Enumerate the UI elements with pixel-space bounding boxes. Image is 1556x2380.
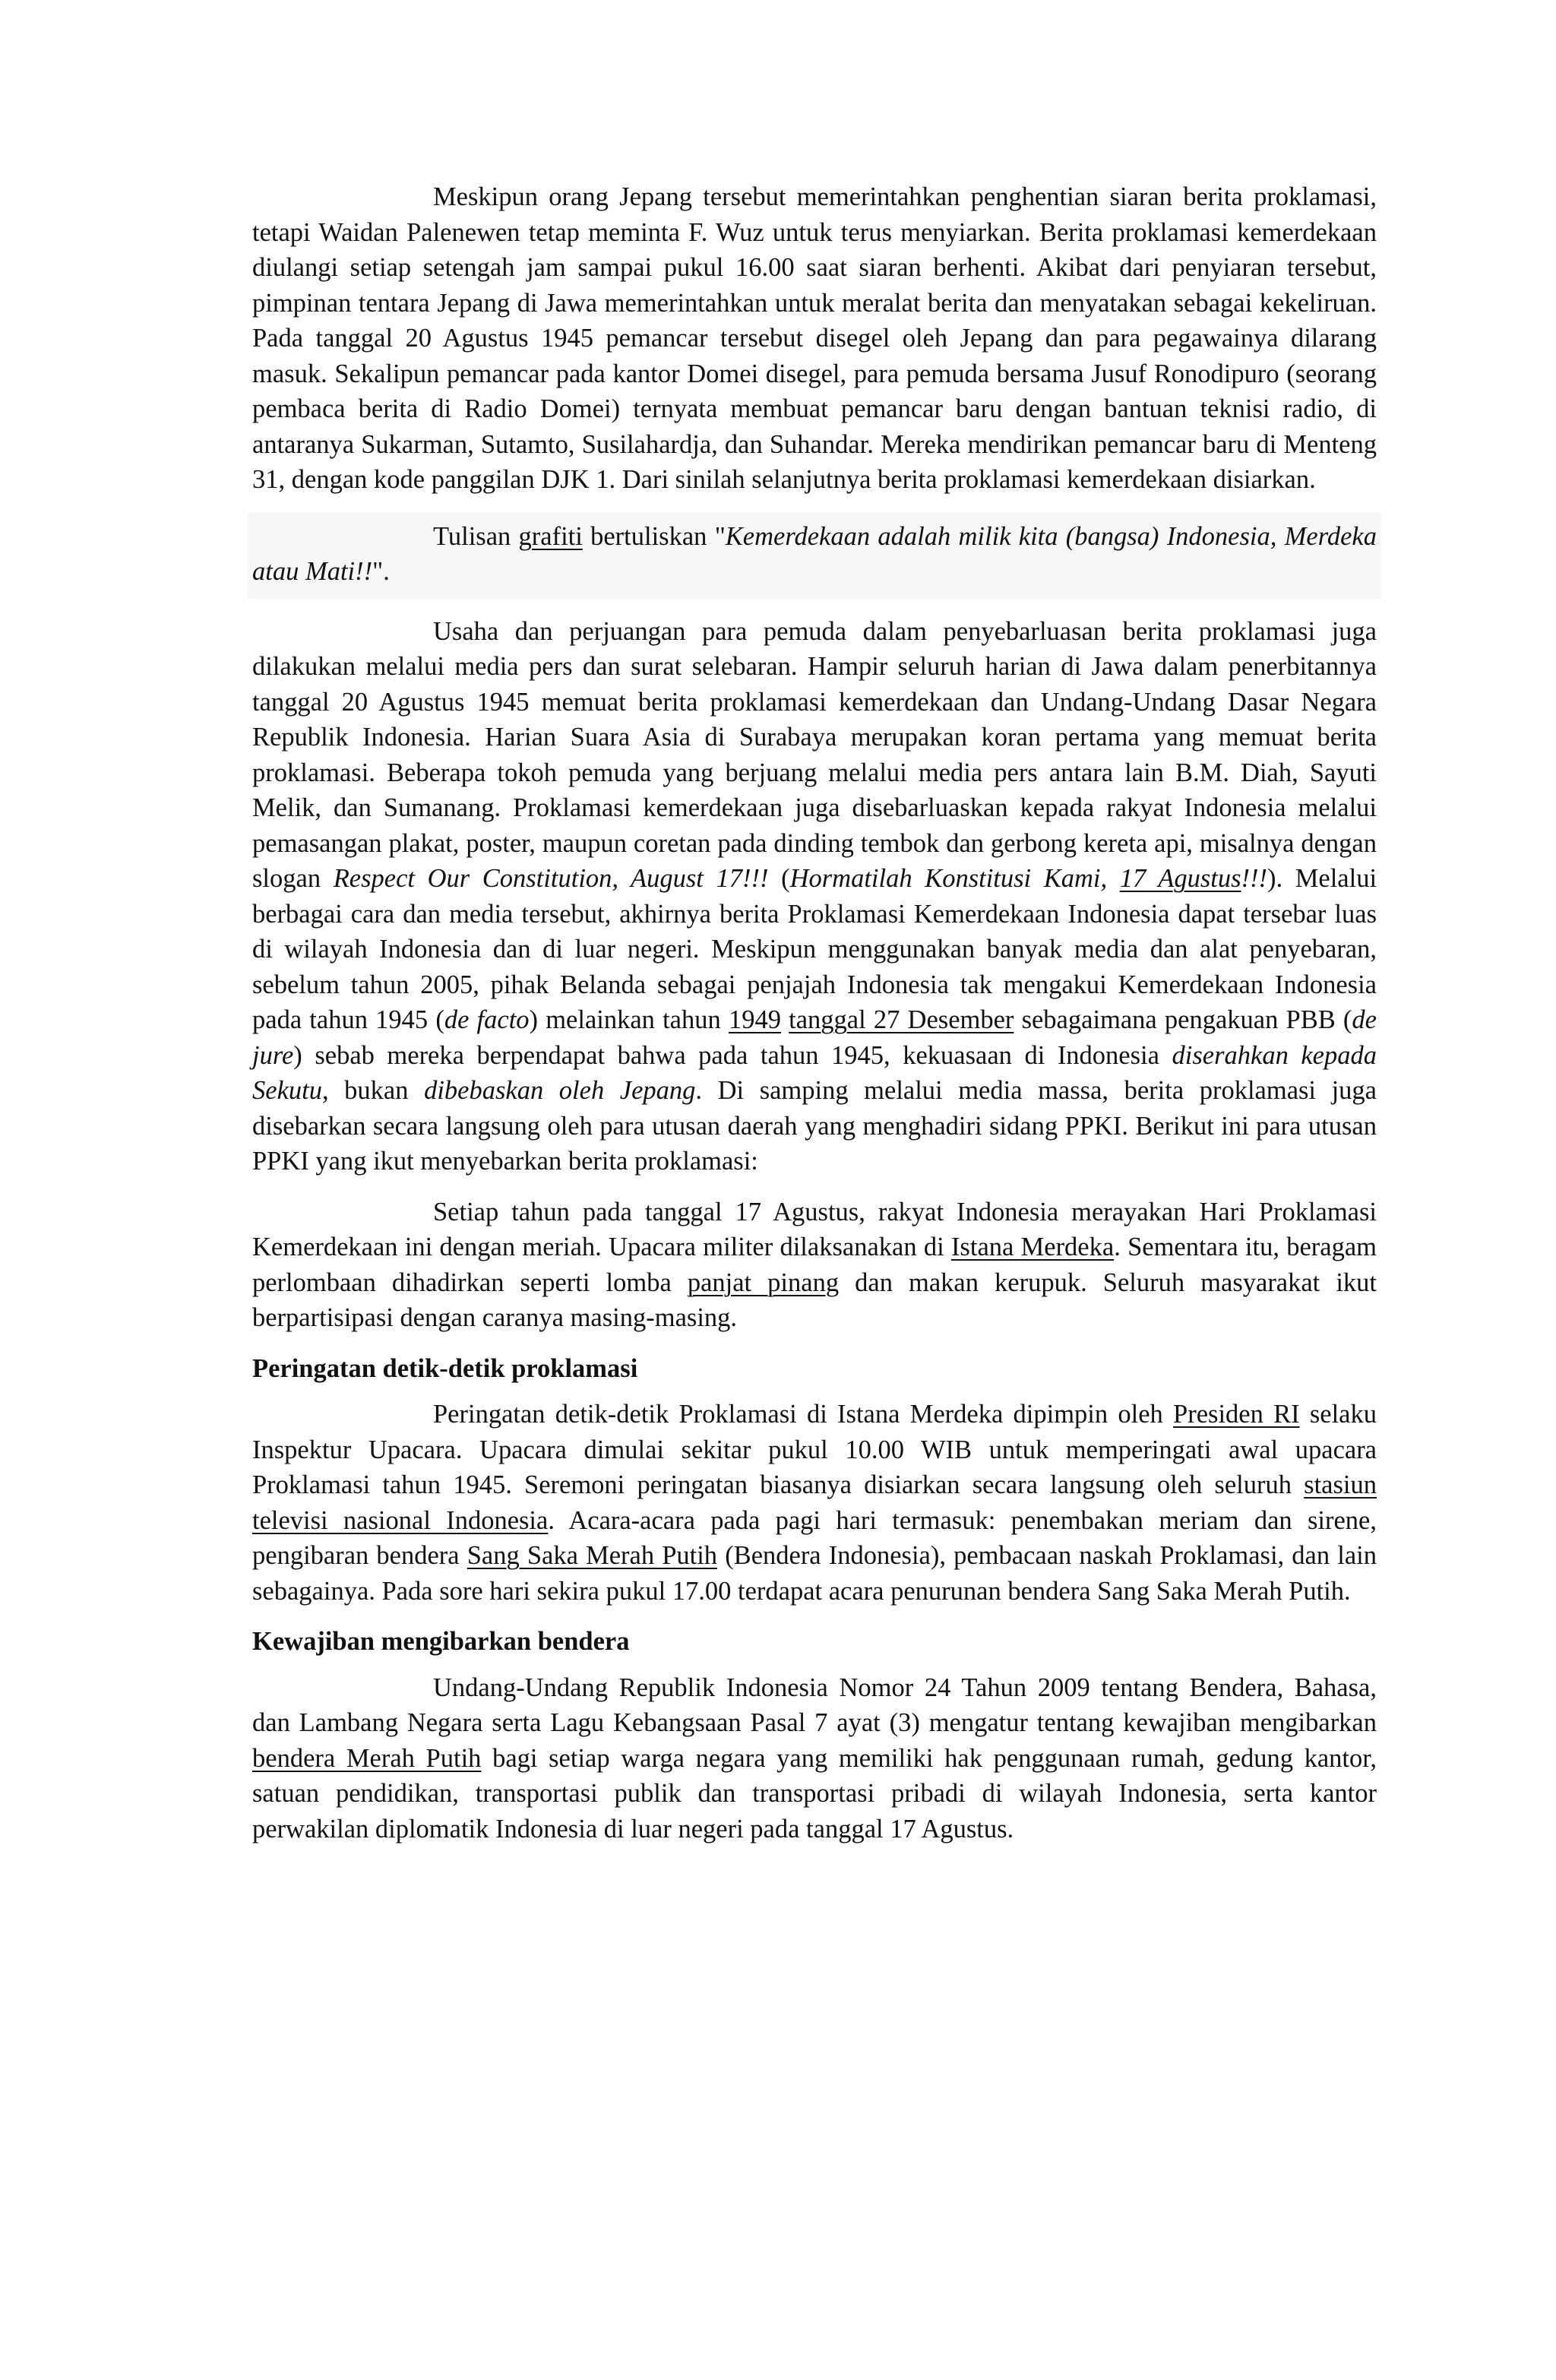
link-panjat-pinang[interactable]: panjat pinang xyxy=(687,1268,840,1297)
text: (Bendera Indonesia), pembacaan naskah Proklamasi, dan lain sebagainya. Pada sore hari sekira pukul 17.00 terdapat acara penurunan bendera Sang Saka Merah Putih. xyxy=(252,1541,1377,1606)
italic-slogan: Respect Our Constitution, August 17!!! xyxy=(333,864,769,893)
paragraph-grafiti xyxy=(252,519,1377,590)
link-presiden-ri[interactable]: Presiden RI xyxy=(1173,1400,1300,1429)
link-27-desember[interactable]: tanggal 27 Desember xyxy=(789,1005,1014,1034)
highlighted-block xyxy=(248,513,1381,599)
italic-slogan-translation: Hormatilah Konstitusi Kami, xyxy=(789,864,1120,893)
paragraph-perayaan xyxy=(252,1195,1377,1336)
link-1949[interactable]: 1949 xyxy=(728,1005,781,1034)
text: ". xyxy=(372,557,390,586)
paragraph-peringatan xyxy=(252,1397,1377,1609)
italic-dibebaskan: dibebaskan oleh Jepang xyxy=(424,1076,696,1105)
text xyxy=(781,1005,789,1034)
text: bertuliskan " xyxy=(582,521,726,551)
document-page xyxy=(252,179,1377,1847)
link-istana-merdeka[interactable]: Istana Merdeka xyxy=(950,1233,1115,1261)
italic-de-facto: de facto xyxy=(444,1005,530,1034)
text: ) sebab mereka berpendapat bahwa pada tahun 1945, kekuasaan di Indonesia xyxy=(293,1040,1172,1070)
heading-kewajiban: Kewajiban mengibarkan bendera xyxy=(252,1627,630,1656)
quote-text: Kemerdekaan adalah milik kita (bangsa) Indonesia, Merdeka atau Mati!! xyxy=(252,521,1377,586)
paragraph-siaran-domei: Meskipun orang Jepang tersebut memerintahkan penghentian siaran berita proklamasi, tetapi Waidan Palenewen tetap meminta F. Wuz untuk terus menyiarkan. Berita proklamasi kemerdekaan diulangi setiap setengah jam sampai pukul 16.00 saat siaran berhenti. Akibat dari penyiaran tersebut, pimpinan tentara Jepang di Jawa memerintahkan untuk meralat berita dan menyatakan sebagai kekeliruan. Pada tanggal 20 Agustus 1945 pemancar tersebut disegel oleh Jepang dan para pegawainya dilarang masuk. Sekalipun pemancar pada kantor Domei disegel, para pemuda bersama Jusuf Ronodipuro (seorang pembaca berita di Radio Domei) ternyata membuat pemancar baru dengan bantuan teknisi radio, di antaranya Sukarman, Sutamto, Susilahardja, dan Suhandar. Mereka mendirikan pemancar baru di Menteng 31, dengan kode panggilan DJK 1. Dari sinilah selanjutnya berita proklamasi kemerdekaan disiarkan. xyxy=(252,182,1377,494)
text: ) melainkan tahun xyxy=(529,1005,729,1034)
text: Undang-Undang Republik Indonesia Nomor 24 Tahun 2009 tentang Bendera, Bahasa, dan Lambang Negara serta Lagu Kebangsaan Pasal 7 ayat (3) mengatur tentang kewajiban mengibarkan xyxy=(252,1673,1377,1737)
link-grafiti[interactable]: grafiti xyxy=(518,521,583,551)
text: bagi setiap warga negara yang memiliki hak penggunaan rumah, gedung kantor, satuan pendidikan, transportasi publik dan transportasi pribadi di wilayah Indonesia, serta kantor perwakilan diplomatik Indonesia di luar negeri pada tanggal 17 Agustus. xyxy=(252,1743,1377,1844)
italic-de-jure: de jure xyxy=(252,1005,1377,1070)
text: . Acara-acara pada pagi hari termasuk: penembakan meriam dan sirene, pengibaran bendera xyxy=(252,1505,1377,1570)
text: sebagaimana pengakuan PBB ( xyxy=(1014,1005,1352,1034)
text: , bukan xyxy=(321,1076,425,1105)
italic-text: !!! xyxy=(1241,864,1267,893)
link-bendera-merah-putih[interactable]: bendera Merah Putih xyxy=(252,1743,482,1773)
text: Tulisan xyxy=(433,521,519,551)
text: selaku Inspektur Upacara. Upacara dimulai sekitar pukul 10.00 WIB untuk memperingati awal upacara Proklamasi tahun 1945. Seremoni peringatan biasanya disiarkan secara langsung oleh seluruh xyxy=(252,1400,1377,1499)
text: Usaha dan perjuangan para pemuda dalam penyebarluasan berita proklamasi juga dilakukan melalui media pers dan surat selebaran. Hampir seluruh harian di Jawa dalam penerbitannya tanggal 20 Agustus 1945 memuat berita proklamasi kemerdekaan dan Undang-Undang Dasar Negara Republik Indonesia. Harian Suara Asia di Surabaya merupakan koran pertama yang memuat berita proklamasi. Beberapa tokoh pemuda yang berjuang melalui media pers antara lain B.M. Diah, Sayuti Melik, dan Sumanang. Proklamasi kemerdekaan juga disebarluaskan kepada rakyat Indonesia melalui pemasangan plakat, poster, maupun coretan pada dinding tembok dan gerbong kereta api, misalnya dengan slogan xyxy=(252,616,1377,893)
text: Setiap tahun pada tanggal 17 Agustus, rakyat Indonesia merayakan Hari Proklamasi Kemerdekaan ini dengan meriah. Upacara militer dilaksanakan di xyxy=(252,1197,1377,1261)
text: . Di samping melalui media massa, berita proklamasi juga disebarkan secara langsung oleh para utusan daerah yang menghadiri sidang PPKI. Berikut ini para utusan PPKI yang ikut menyebarkan berita proklamasi: xyxy=(252,1076,1377,1176)
paragraph-media-pers xyxy=(252,614,1377,1179)
text: . Sementara itu, beragam perlombaan dihadirkan seperti lomba xyxy=(252,1233,1377,1297)
text: ). Melalui berbagai cara dan media tersebut, akhirnya berita Proklamasi Kemerdekaan Indonesia dapat tersebar luas di wilayah Indonesia dan di luar negeri. Meskipun menggunakan banyak media dan alat penyebaran, sebelum tahun 2005, pihak Belanda sebagai penjajah Indonesia tak mengakui Kemerdekaan Indonesia pada tahun 1945 ( xyxy=(252,864,1377,1034)
heading-peringatan: Peringatan detik-detik proklamasi xyxy=(252,1353,638,1383)
link-stasiun-televisi[interactable]: stasiun televisi nasional Indonesia xyxy=(252,1470,1377,1535)
text: Peringatan detik-detik Proklamasi di Istana Merdeka dipimpin oleh xyxy=(433,1400,1174,1429)
italic-diserahkan: diserahkan kepada Sekutu xyxy=(252,1040,1377,1105)
link-17-agustus[interactable]: 17 Agustus xyxy=(1119,864,1241,893)
link-sang-saka-merah-putih[interactable]: Sang Saka Merah Putih xyxy=(466,1541,718,1570)
text: dan makan kerupuk. Seluruh masyarakat ikut berpartisipasi dengan caranya masing-masing. xyxy=(252,1268,1377,1332)
paragraph-kewajiban xyxy=(252,1670,1377,1847)
text: ( xyxy=(768,864,790,893)
